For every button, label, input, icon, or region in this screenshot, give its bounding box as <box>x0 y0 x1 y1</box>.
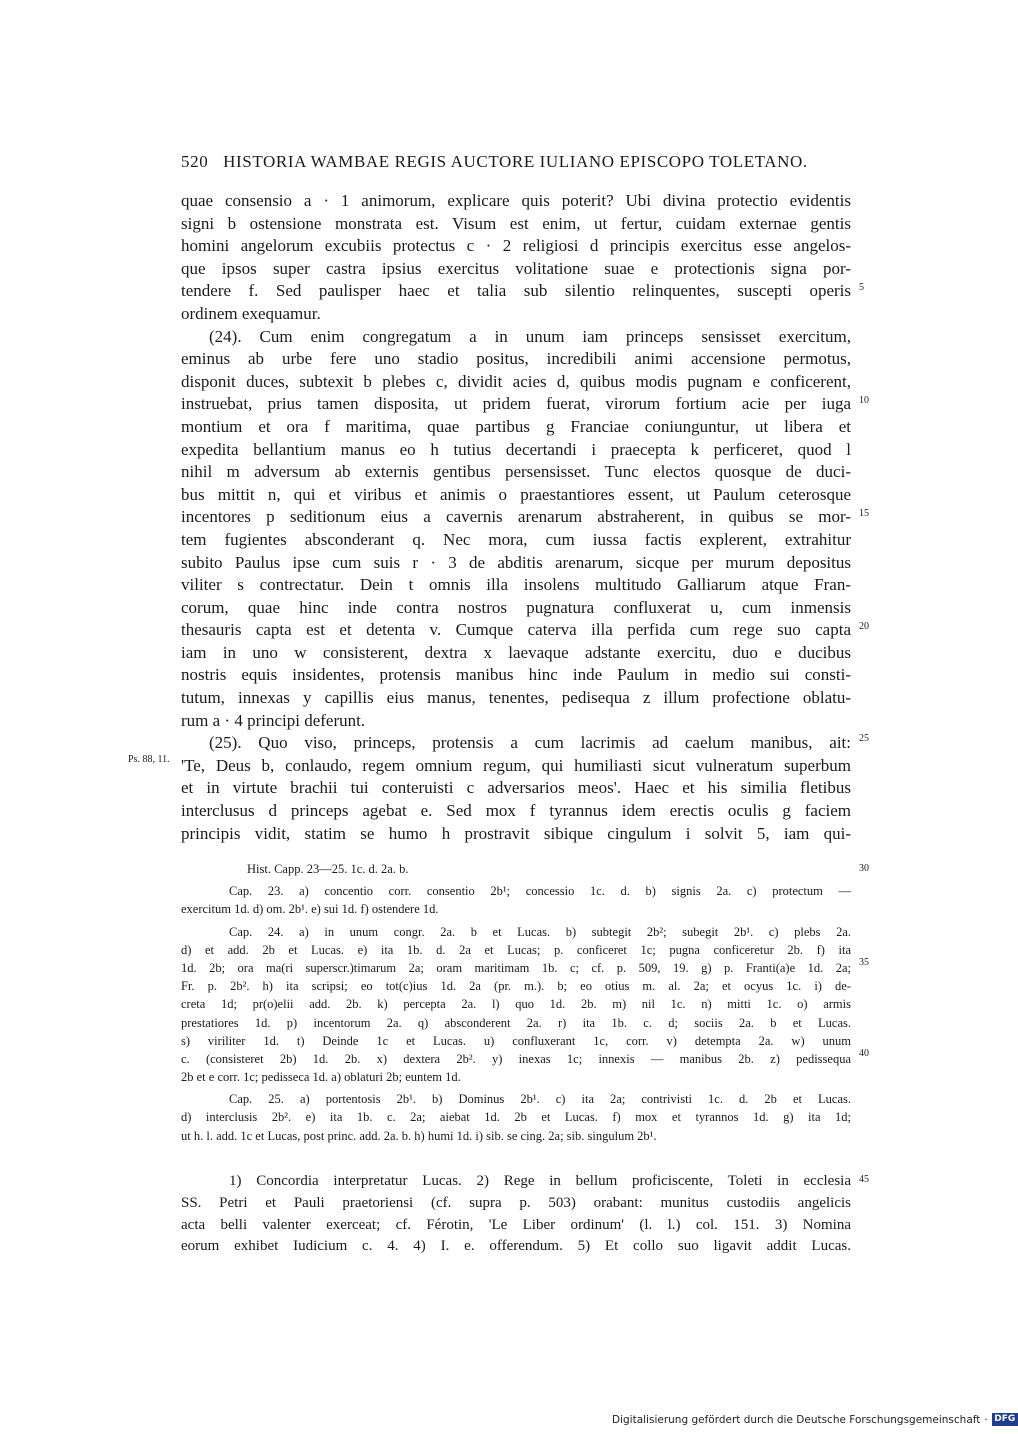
apparatus-line: prestatiores 1d. p) incentorum 2a. q) absconderent 2a. r) ita 1b. c. d; sociis 2a. b et Lucas. <box>181 1015 851 1030</box>
apparatus-line: s) viriliter 1d. t) Deinde 1c et Lucas. u) confluxerant 1c, corr. v) detempta 2a. w) unum <box>181 1033 851 1048</box>
apparatus-line: d) et add. 2b et Lucas. e) ita 1b. d. 2a et Lucas; p. conficeret 1c; pugna conficeretur 2b. f) ita <box>181 942 851 957</box>
line-number: 35 <box>859 957 869 968</box>
text-line: viliter s contrectatur. Dein t omnis illa insolens multitudo Galliarum atque Fran- <box>181 575 851 595</box>
text-line: subito Paulus ipse cum suis r · 3 de abditis arenarum, sicque per murum depositus <box>181 552 851 572</box>
digitization-footer <box>612 1411 1018 1428</box>
text-line: que ipsos super castra ipsius exercitus volitatione suae e protectionis signa por- <box>181 258 851 278</box>
running-title: HISTORIA WAMBAE REGIS AUCTORE IULIANO EPISCOPO TOLETANO. <box>223 152 808 171</box>
line-number: 5 <box>859 282 864 293</box>
text-line: et in virtute brachii tui conteruisti c adversarios meos'. Haec et his similia fletibus <box>181 778 851 798</box>
text-line: homini angelorum excubiis protectus c · 2 religiosi d principis exercitus esse angelos- <box>181 236 851 256</box>
apparatus-line: 2b et e corr. 1c; pedisseca 1d. a) oblaturi 2b; euntem 1d. <box>181 1070 461 1085</box>
margin-reference: Ps. 88, 11. <box>128 754 170 765</box>
text-line: tendere f. Sed paulisper haec et talia sub silentio relinquentes, suscepti operis <box>181 281 851 301</box>
text-line: quae consensio a · 1 animorum, explicare quis poterit? Ubi divina protectio evidentis <box>181 191 851 210</box>
footnote-line: acta belli valenter exerceat; cf. Férotin, 'Le Liber ordinum' (l. l.) col. 151. 3) Nomina <box>181 1216 851 1233</box>
footnote-line: eorum exhibet Iudicium c. 4. 4) I. e. offerendum. 5) Et collo suo ligavit addit Lucas. <box>181 1238 851 1255</box>
text-line: rum a · 4 principi deferunt. <box>181 710 366 730</box>
text-line: nostris equis insidentes, protensis manibus hinc inde Paulum in medio sui consti- <box>181 665 851 685</box>
apparatus-line: Hist. Capp. 23—25. 1c. d. 2a. b. <box>247 862 409 876</box>
page-number: 520 <box>181 152 209 171</box>
text-line: instruebat, prius tamen disposita, ut pridem fuerat, virorum fortium acie per iuga <box>181 394 851 414</box>
line-number: 25 <box>859 733 869 744</box>
text-line: iam in uno w consisterent, dextra x laevaque adstante exercitu, duo e ducibus <box>181 642 851 662</box>
line-number: 15 <box>859 508 869 519</box>
footnote-line: 1) Concordia interpretatur Lucas. 2) Rege in bellum proficiscente, Toleti in ecclesia <box>229 1173 851 1189</box>
main-text <box>181 190 851 845</box>
text-line: (25). Quo viso, princeps, protensis a cum lacrimis ad caelum manibus, ait: <box>209 733 851 753</box>
text-line: corum, quae hinc inde contra nostros pugnatura confluxerat u, cum inmensis <box>181 597 851 617</box>
apparatus-line: Fr. p. 2b². h) ita scripsi; eo tot(c)ius 1d. 2a (pr. m.). b; eo otius m. al. 2a; et ocyus 1c. i) de- <box>181 979 851 994</box>
line-number: 30 <box>859 863 869 874</box>
text-line: principis vidit, statim se humo h prostravit sibique cingulum i solvit 5, iam qui- <box>181 823 851 843</box>
text-line: tem fugientes absconderant q. Nec mora, cum iussa factis explerent, extrahitur <box>181 529 851 549</box>
apparatus-line: c. (consisteret 2b) 1d. 2b. x) dextera 2b². y) inexas 1c; innexis — manibus 2b. z) pedissequa <box>181 1051 851 1066</box>
text-line: ordinem exequamur. <box>181 303 321 323</box>
apparatus-line: d) interclusis 2b². e) ita 1b. c. 2a; aiebat 1d. 2b et Lucas. f) mox et tyrannos 1d. g) ita 1d; <box>181 1110 851 1125</box>
footer-text: Digitalisierung gefördert durch die Deutsche Forschungsgemeinschaft <box>612 1413 981 1426</box>
text-line: (24). Cum enim congregatum a in unum iam princeps sensisset exercitum, <box>209 326 851 346</box>
text-line: disponit duces, subtexit b plebes c, dividit acies d, quibus modis pugnam e conficerent, <box>181 371 851 391</box>
text-line: bus mittit n, qui et viribus et animis o praestantiores essent, ut Paulum ceterosque <box>181 484 851 504</box>
text-line: incentores p seditionum eius a cavernis arenarum abstraherent, in quibus se mor- <box>181 507 851 527</box>
apparatus-line: Cap. 24. a) in unum congr. 2a. b et Lucas. b) subtegit 2b²; subegit 2b¹. c) plebs 2a. <box>229 924 851 939</box>
text-line: nihil m adversum ab externis gentibus persensisset. Tunc electos quosque de duci- <box>181 462 851 482</box>
text-line: thesauris capta est et detenta v. Cumque caterva illa perfida cum rege suo capta <box>181 620 851 640</box>
text-line: 'Te, Deus b, conlaudo, regem omnium regum, qui humiliasti sicut vulneratum superbum <box>181 755 851 775</box>
line-number: 10 <box>859 395 869 406</box>
text-line: eminus ab urbe fere uno stadio positus, incredibili animi accensione permotus, <box>181 349 851 369</box>
apparatus-line: Cap. 25. a) portentosis 2b¹. b) Dominus 2b¹. c) ita 2a; contrivisti 1c. d. 2b et Lucas. <box>229 1092 851 1107</box>
line-number: 20 <box>859 621 869 632</box>
critical-apparatus <box>181 860 851 1145</box>
text-line: interclusus d princeps agebat e. Sed mox f tyrannus idem erectis oculis g faciem <box>181 801 851 821</box>
text-line: tutum, innexas y capillis eius manus, tenentes, pedisequa z illum profectione oblatu- <box>181 688 851 708</box>
line-number: 45 <box>859 1174 869 1185</box>
footnotes <box>181 1171 851 1258</box>
footer-separator: · <box>984 1413 988 1426</box>
text-line: signi b ostensione monstrata est. Visum est enim, ut fertur, cuidam externae gentis <box>181 213 851 233</box>
page-header <box>181 152 851 172</box>
apparatus-line: 1d. 2b; ora ma(ri superscr.)timarum 2a; oram maritimam 1b. c; cf. p. 509, 19. g) p. Franti(a)e 1d. 2a; <box>181 960 851 975</box>
apparatus-line: exercitum 1d. d) om. 2b¹. e) sui 1d. f) ostendere 1d. <box>181 902 439 917</box>
line-number: 40 <box>859 1048 869 1059</box>
footnote-line: SS. Petri et Pauli praetoriensi (cf. supra p. 503) orabant: munitus custodiis angelicis <box>181 1194 851 1211</box>
text-line: montium et ora f maritima, quae partibus g Franciae coniunguntur, ut libera et <box>181 416 851 436</box>
dfg-logo-icon: DFG <box>992 1413 1018 1426</box>
text-line: expedita bellantium manus eo h tutius decertandi i praecepta k perficeret, quod l <box>181 439 851 459</box>
apparatus-line: ut h. l. add. 1c et Lucas, post princ. add. 2a. b. h) humi 1d. i) sib. se cing. 2a; sib. singulum 2b¹. <box>181 1128 657 1143</box>
apparatus-line: creta 1d; pr(o)elii add. 2b. k) percepta 2a. l) quo 1d. 2b. m) nil 1c. n) mitti 1c. o) armis <box>181 997 851 1012</box>
apparatus-line: Cap. 23. a) concentio corr. consentio 2b¹; concessio 1c. d. b) signis 2a. c) protectum — <box>229 884 851 899</box>
